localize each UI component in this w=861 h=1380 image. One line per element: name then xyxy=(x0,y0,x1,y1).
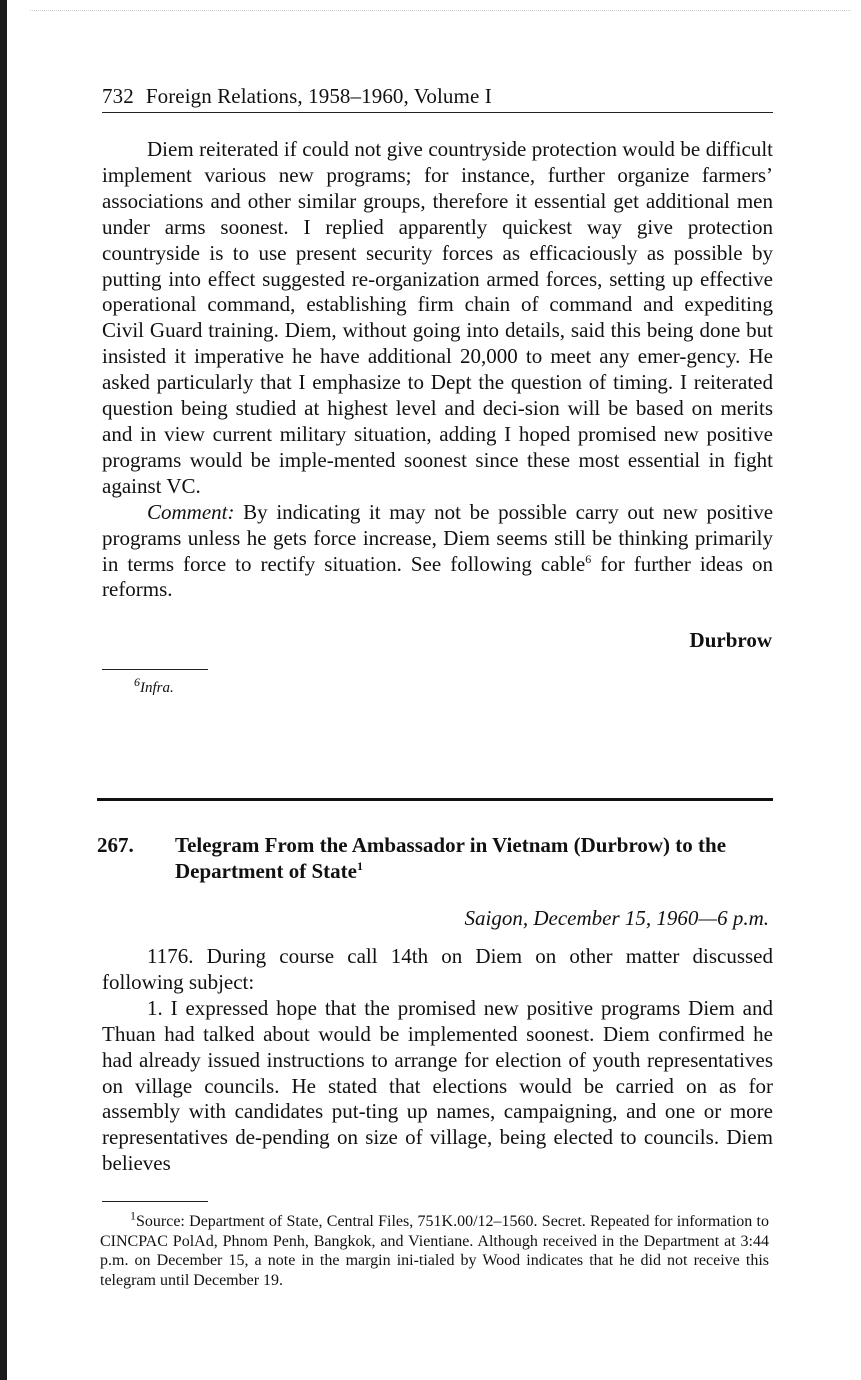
footnote-ref-6: 6 xyxy=(585,551,592,566)
footnote-6-text: Infra. xyxy=(140,680,174,696)
telegram-text xyxy=(102,944,773,1177)
footnote-rule-2 xyxy=(102,1201,208,1202)
running-title: Foreign Relations, 1958–1960, Volume I xyxy=(145,84,492,108)
comment-paragraph xyxy=(102,500,773,604)
telegram-paragraph-1: 1176. During course call 14th on Diem on other matter discussed following subject: xyxy=(102,944,773,994)
source-footnote-paragraph xyxy=(100,1208,769,1290)
source-footnote-marker: 1 xyxy=(130,1208,136,1223)
section-separator xyxy=(97,798,773,801)
telegram-paragraph-2: 1. I expressed hope that the promised new positive programs Diem and Thuan had talked about would be implemented soonest. Diem confirmed he had already issued instructions to arrange for election of youth representatives on village councils. He stated that elections would be carried on as for assembly with candidates put-ting up names, campaigning, and one or more representatives de-pending on size of village, being elected to councils. Diem believes xyxy=(102,995,773,1176)
footnote-6 xyxy=(134,675,174,697)
scan-dotted-line xyxy=(30,10,851,11)
page-number: 732 xyxy=(102,84,134,108)
footnote-rule xyxy=(102,669,208,670)
scan-edge xyxy=(0,0,7,1380)
document-number: 267. xyxy=(97,833,134,857)
document-heading xyxy=(97,832,773,884)
footnote-6-marker: 6 xyxy=(134,675,140,689)
footnote-ref-1: 1 xyxy=(356,859,363,873)
comment-text-2: for further ideas on reforms. xyxy=(102,551,773,602)
signature: Durbrow xyxy=(689,628,772,652)
document-title-text: Telegram From the Ambassador in Vietnam (Durbrow) to the Department of State xyxy=(175,833,727,883)
dateline: Saigon, December 15, 1960—6 p.m. xyxy=(464,906,769,930)
comment-text-1: By indicating it may not be possible carry out new positive programs unless he gets force increase, Diem seems still be thinking primarily in terms force to rectify situation. See following cable xyxy=(102,499,774,576)
document-title xyxy=(175,832,773,884)
running-header xyxy=(102,84,773,113)
source-footnote xyxy=(100,1208,769,1290)
comment-label: Comment: xyxy=(147,499,235,524)
upper-paragraph: Diem reiterated if could not give countryside protection would be difficult implement various new programs; for instance, further organize farmers’ associations and other similar groups, therefore it essential get additional men under arms soonest. I replied apparently quickest way give protection countryside is to use present security forces as efficaciously as possible by putting into effect suggested re-organization armed forces, setting up effective operational command, establishing firm chain of command and expediting Civil Guard training. Diem, without going into details, said this being done but insisted it imperative he have additional 20,000 to meet any emer-gency. He asked particularly that I emphasize to Dept the question of timing. I reiterated question being studied at highest level and deci-sion will be based on merits and in view current military situation, adding I hoped promised new positive programs would be imple-mented soonest since these most essential in fight against VC. xyxy=(102,137,773,498)
upper-text xyxy=(102,137,773,603)
source-footnote-text: Source: Department of State, Central Files, 751K.00/12–1560. Secret. Repeated for information to CINCPAC PolAd, Phnom Penh, Bangkok, and Vientiane. Although received in the Department at 3:44 p.m. on December 15, a note in the margin ini-tialed by Wood indicates that he did not receive this telegram until December 19. xyxy=(100,1213,769,1289)
